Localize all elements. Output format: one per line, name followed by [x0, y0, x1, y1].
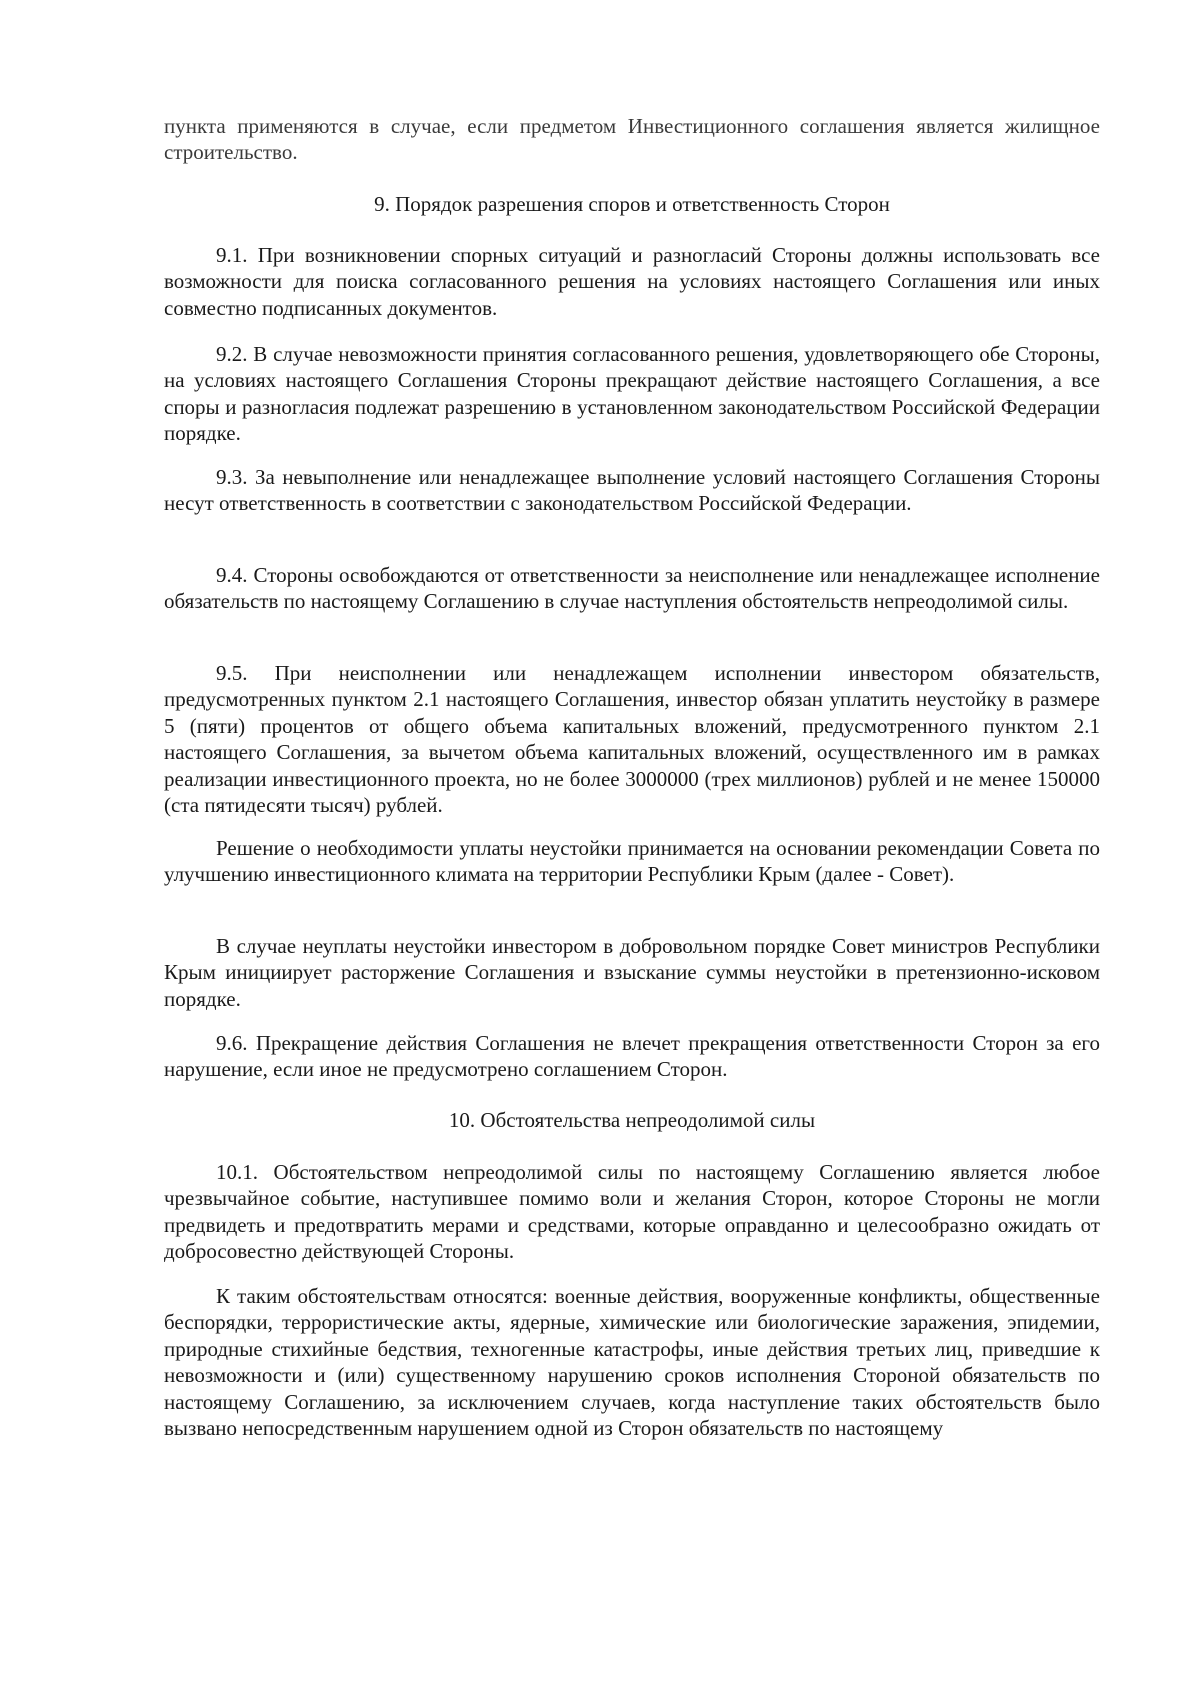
paragraph-9-5-decision-block: [164, 835, 1100, 888]
paragraph-10-1-block: [164, 1159, 1100, 1265]
paragraph-9-5-decision: Решение о необходимости уплаты неустойки принимается на основании рекомендации Совета по улучшению инвестиционного климата на территории Республики Крым (далее - Совет).: [164, 836, 1100, 887]
paragraph-9-5-nonpayment-block: [164, 933, 1100, 1012]
paragraph-9-3: 9.3. За невыполнение или ненадлежащее выполнение условий настоящего Соглашения Стороны несут ответственность в соответствии с законодательством Российской Федерации.: [164, 465, 1100, 516]
paragraph-9-1-block: [164, 242, 1100, 321]
paragraph-9-6-block: [164, 1030, 1100, 1083]
intro-fragment-block: [164, 113, 1100, 166]
paragraph-9-3-block: [164, 464, 1100, 517]
section-10-heading: 10. Обстоятельства непреодолимой силы: [448, 1108, 816, 1132]
paragraph-10-1-list-block: [164, 1283, 1100, 1441]
paragraph-9-5-nonpayment: В случае неуплаты неустойки инвестором в добровольном порядке Совет министров Республики Крым инициирует расторжение Соглашения и взыскание суммы неустойки в претензионно-исковом порядке.: [164, 934, 1100, 1011]
paragraph-9-2-block: [164, 341, 1100, 447]
paragraph-9-2: 9.2. В случае невозможности принятия согласованного решения, удовлетворяющего обе Стороны, на условиях настоящего Соглашения Стороны прекращают действие настоящего Соглашения, а все споры и разногласия подлежат разрешению в установленном законодательством Российской Федерации порядке.: [164, 342, 1100, 446]
paragraph-9-4-block: [164, 562, 1100, 615]
paragraph-9-5: 9.5. При неисполнении или ненадлежащем исполнении инвестором обязательств, предусмотренных пунктом 2.1 настоящего Соглашения, инвестор обязан уплатить неустойку в размере 5 (пяти) процентов от общего объема капитальных вложений, предусмотренного пунктом 2.1 настоящего Соглашения, за вычетом объема капитальных вложений, осуществленного им в рамках реализации инвестиционного проекта, но не более 3000000 (трех миллионов) рублей и не менее 150000 (ста пятидесяти тысяч) рублей.: [164, 661, 1100, 818]
section-9-heading: 9. Порядок разрешения споров и ответственность Сторон: [374, 192, 890, 216]
paragraph-10-1-list: К таким обстоятельствам относятся: военные действия, вооруженные конфликты, общественные беспорядки, террористические акты, ядерные, химические или биологические заражения, эпидемии, природные стихийные бедствия, техногенные катастрофы, иные действия третьих лиц, приведшие к невозможности и (или) существенному нарушению сроков исполнения Стороной обязательств по настоящему Соглашению, за исключением случаев, когда наступление таких обстоятельств было вызвано непосредственным нарушением одной из Сторон обязательств по настоящему: [164, 1284, 1100, 1441]
paragraph-9-4: 9.4. Стороны освобождаются от ответственности за неисполнение или ненадлежащее исполнение обязательств по настоящему Соглашению в случае наступления обстоятельств непреодолимой силы.: [164, 563, 1100, 614]
paragraph-9-5-block: [164, 660, 1100, 818]
paragraph-9-1: 9.1. При возникновении спорных ситуаций и разногласий Стороны должны использовать все возможности для поиска согласованного решения на условиях настоящего Соглашения или иных совместно подписанных документов.: [164, 243, 1100, 320]
intro-fragment: пункта применяются в случае, если предметом Инвестиционного соглашения является жилищное строительство.: [164, 114, 1100, 165]
paragraph-9-6: 9.6. Прекращение действия Соглашения не влечет прекращения ответственности Сторон за его нарушение, если иное не предусмотрено соглашением Сторон.: [164, 1031, 1100, 1082]
paragraph-10-1: 10.1. Обстоятельством непреодолимой силы по настоящему Соглашению является любое чрезвычайное событие, наступившее помимо воли и желания Сторон, которое Стороны не могли предвидеть и предотвратить мерами и средствами, которые оправданно и целесообразно ожидать от добросовестно действующей Стороны.: [164, 1160, 1100, 1264]
